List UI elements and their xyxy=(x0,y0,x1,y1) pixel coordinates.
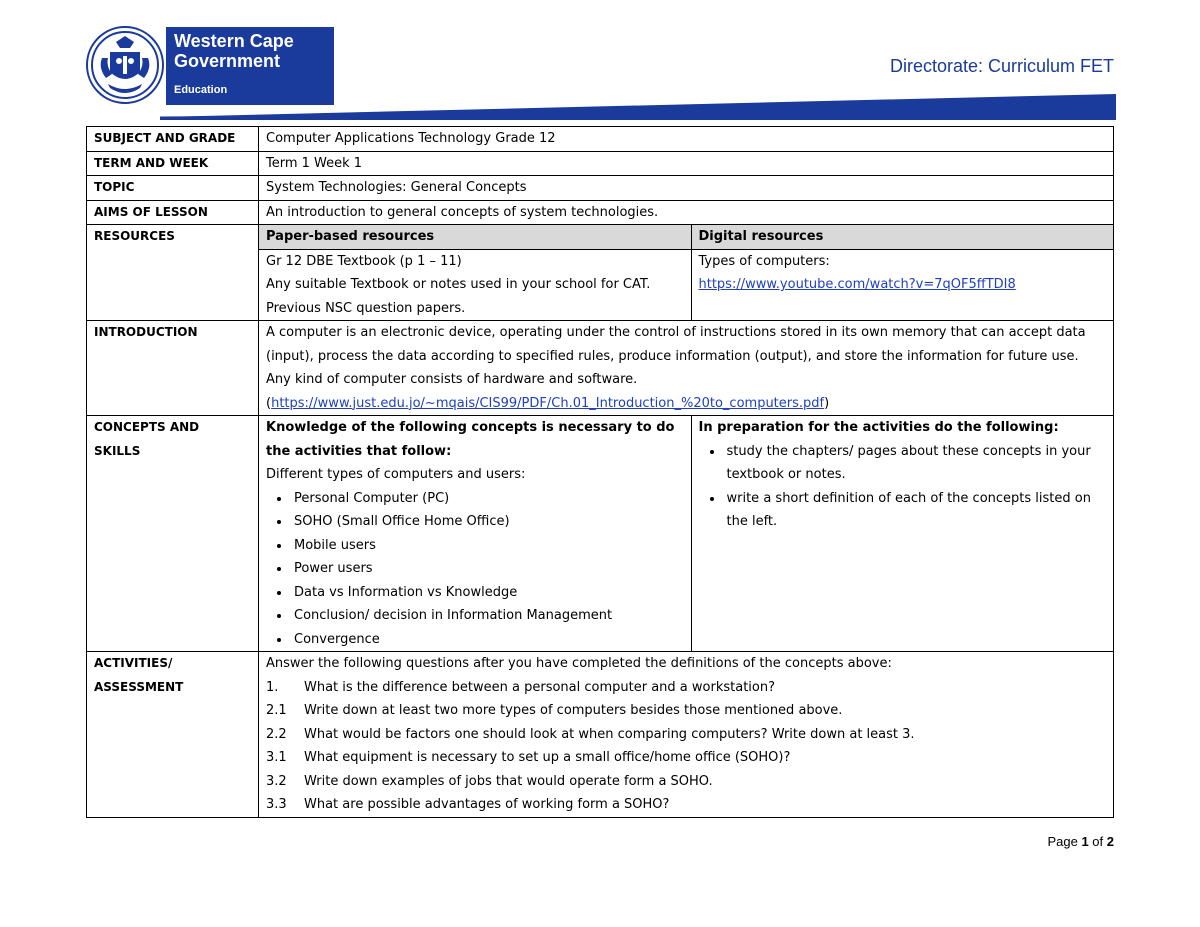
list-item: Gr 12 DBE Textbook (p 1 – 11) xyxy=(266,253,462,269)
concepts-label-line-2: SKILLS xyxy=(94,443,141,458)
table-row xyxy=(87,321,1114,416)
list-item: • Data vs Information vs Knowledge xyxy=(291,581,684,605)
question-item xyxy=(266,676,1106,700)
open-paren: ( xyxy=(266,395,272,411)
table-row xyxy=(87,127,1114,152)
activities-intro: Answer the following questions after you have completed the definitions of the concepts above: xyxy=(266,656,892,671)
subject-value: Computer Applications Technology Grade 12 xyxy=(259,127,1114,152)
question-number: 1. xyxy=(266,679,279,695)
logo-line-1: Western Cape xyxy=(174,31,294,51)
question-item xyxy=(266,746,1106,770)
paper-resources-header: Paper-based resources xyxy=(259,225,691,249)
question-item xyxy=(266,793,1106,817)
topic-label: TOPIC xyxy=(87,176,259,201)
list-item: Any suitable Textbook or notes used in your school for CAT. xyxy=(266,277,651,292)
term-value: Term 1 Week 1 xyxy=(259,151,1114,176)
question-number: 3.3 xyxy=(266,797,287,812)
question-item xyxy=(266,770,1106,794)
introduction-cell xyxy=(259,321,1114,416)
table-row xyxy=(259,249,1113,320)
question-text: Write down examples of jobs that would operate form a SOHO. xyxy=(304,773,713,789)
coat-of-arms-icon xyxy=(86,26,164,104)
table-row xyxy=(259,416,1113,651)
digital-resources-text: Types of computers: xyxy=(698,253,830,269)
table-row xyxy=(87,200,1114,225)
question-number: 3.2 xyxy=(266,773,287,789)
lesson-plan-table xyxy=(86,126,1114,818)
list-item: • Conclusion/ decision in Information Management xyxy=(291,604,684,628)
list-item: • write a short definition of each of the concepts listed on the left. xyxy=(724,487,1107,534)
resources-cell xyxy=(259,225,1114,321)
page-prefix: Page xyxy=(1047,834,1082,849)
aims-value: An introduction to general concepts of system technologies. xyxy=(259,200,1114,225)
total-pages: 2 xyxy=(1106,834,1114,849)
question-text: What are possible advantages of working form a SOHO? xyxy=(304,797,670,812)
concepts-subtable xyxy=(259,416,1113,651)
concepts-right xyxy=(691,416,1113,651)
table-row xyxy=(87,652,1114,818)
youtube-link[interactable]: https://www.youtube.com/watch?v=7qOF5ffTDI8 xyxy=(698,277,1016,292)
question-text: Write down at least two more types of computers besides those mentioned above. xyxy=(304,703,843,718)
list-item: • SOHO (Small Office Home Office) xyxy=(291,510,684,534)
table-row xyxy=(87,225,1114,321)
table-row xyxy=(87,176,1114,201)
concepts-left-intro: Different types of computers and users: xyxy=(266,467,526,482)
preparation-list xyxy=(699,440,1107,534)
page-of: of xyxy=(1088,834,1107,849)
activities-label-line-1: ACTIVITIES/ xyxy=(94,656,173,670)
page-number xyxy=(1047,834,1114,849)
concepts-right-heading: In preparation for the activities do the following: xyxy=(698,420,1059,435)
directorate-title: Directorate: Curriculum FET xyxy=(889,56,1114,76)
table-row xyxy=(87,416,1114,652)
concepts-label-line-1: CONCEPTS AND xyxy=(94,420,200,434)
concepts-left xyxy=(259,416,691,651)
aims-label: AIMS OF LESSON xyxy=(87,200,259,225)
digital-resources-list xyxy=(691,249,1113,320)
question-text: What equipment is necessary to set up a small office/home office (SOHO)? xyxy=(304,750,791,765)
list-item: • study the chapters/ pages about these concepts in your textbook or notes. xyxy=(724,440,1107,487)
paper-resources-list xyxy=(259,249,691,320)
list-item: • Convergence xyxy=(291,628,684,652)
introduction-label: INTRODUCTION xyxy=(87,321,259,416)
header-band xyxy=(160,94,1116,120)
concepts-list xyxy=(266,487,684,652)
question-item xyxy=(266,723,1106,747)
digital-resources-header: Digital resources xyxy=(691,225,1113,249)
list-item: • Personal Computer (PC) xyxy=(291,487,684,511)
topic-value: System Technologies: General Concepts xyxy=(259,176,1114,201)
activities-cell xyxy=(259,652,1114,818)
question-number: 3.1 xyxy=(266,750,287,765)
question-number: 2.2 xyxy=(266,726,287,742)
logo-line-3: Education xyxy=(174,84,228,96)
concepts-cell xyxy=(259,416,1114,652)
concepts-left-heading: Knowledge of the following concepts is necessary to do the activities that follow: xyxy=(266,420,675,459)
introduction-pdf-link[interactable]: https://www.just.edu.jo/~mqais/CIS99/PDF/Ch.01_Introduction_%20to_computers.pdf xyxy=(271,395,825,411)
subject-label: SUBJECT AND GRADE xyxy=(87,127,259,152)
term-label: TERM AND WEEK xyxy=(87,151,259,176)
question-item xyxy=(266,699,1106,723)
question-text: What would be factors one should look at when comparing computers? Write down at least 3. xyxy=(304,726,915,742)
logo-line-2: Government xyxy=(174,51,281,71)
table-row xyxy=(87,151,1114,176)
table-row xyxy=(259,225,1113,249)
introduction-text: A computer is an electronic device, operating under the control of instructions stored in its own memory that can accept data (input), process the data according to specified rules, produce information (output), and store the information for future use. Any kind of computer consists of hardware and software. xyxy=(266,325,1086,387)
list-item: • Power users xyxy=(291,557,684,581)
close-paren: ) xyxy=(824,395,830,411)
activities-label xyxy=(87,652,259,818)
list-item: Previous NSC question papers. xyxy=(266,300,466,316)
question-text: What is the difference between a personal computer and a workstation? xyxy=(304,679,775,695)
resources-label: RESOURCES xyxy=(87,225,259,321)
concepts-label xyxy=(87,416,259,652)
current-page: 1 xyxy=(1081,834,1089,849)
resources-subtable xyxy=(259,225,1113,320)
list-item: • Mobile users xyxy=(291,534,684,558)
question-number: 2.1 xyxy=(266,703,287,718)
activities-label-line-2: ASSESSMENT xyxy=(94,679,184,694)
